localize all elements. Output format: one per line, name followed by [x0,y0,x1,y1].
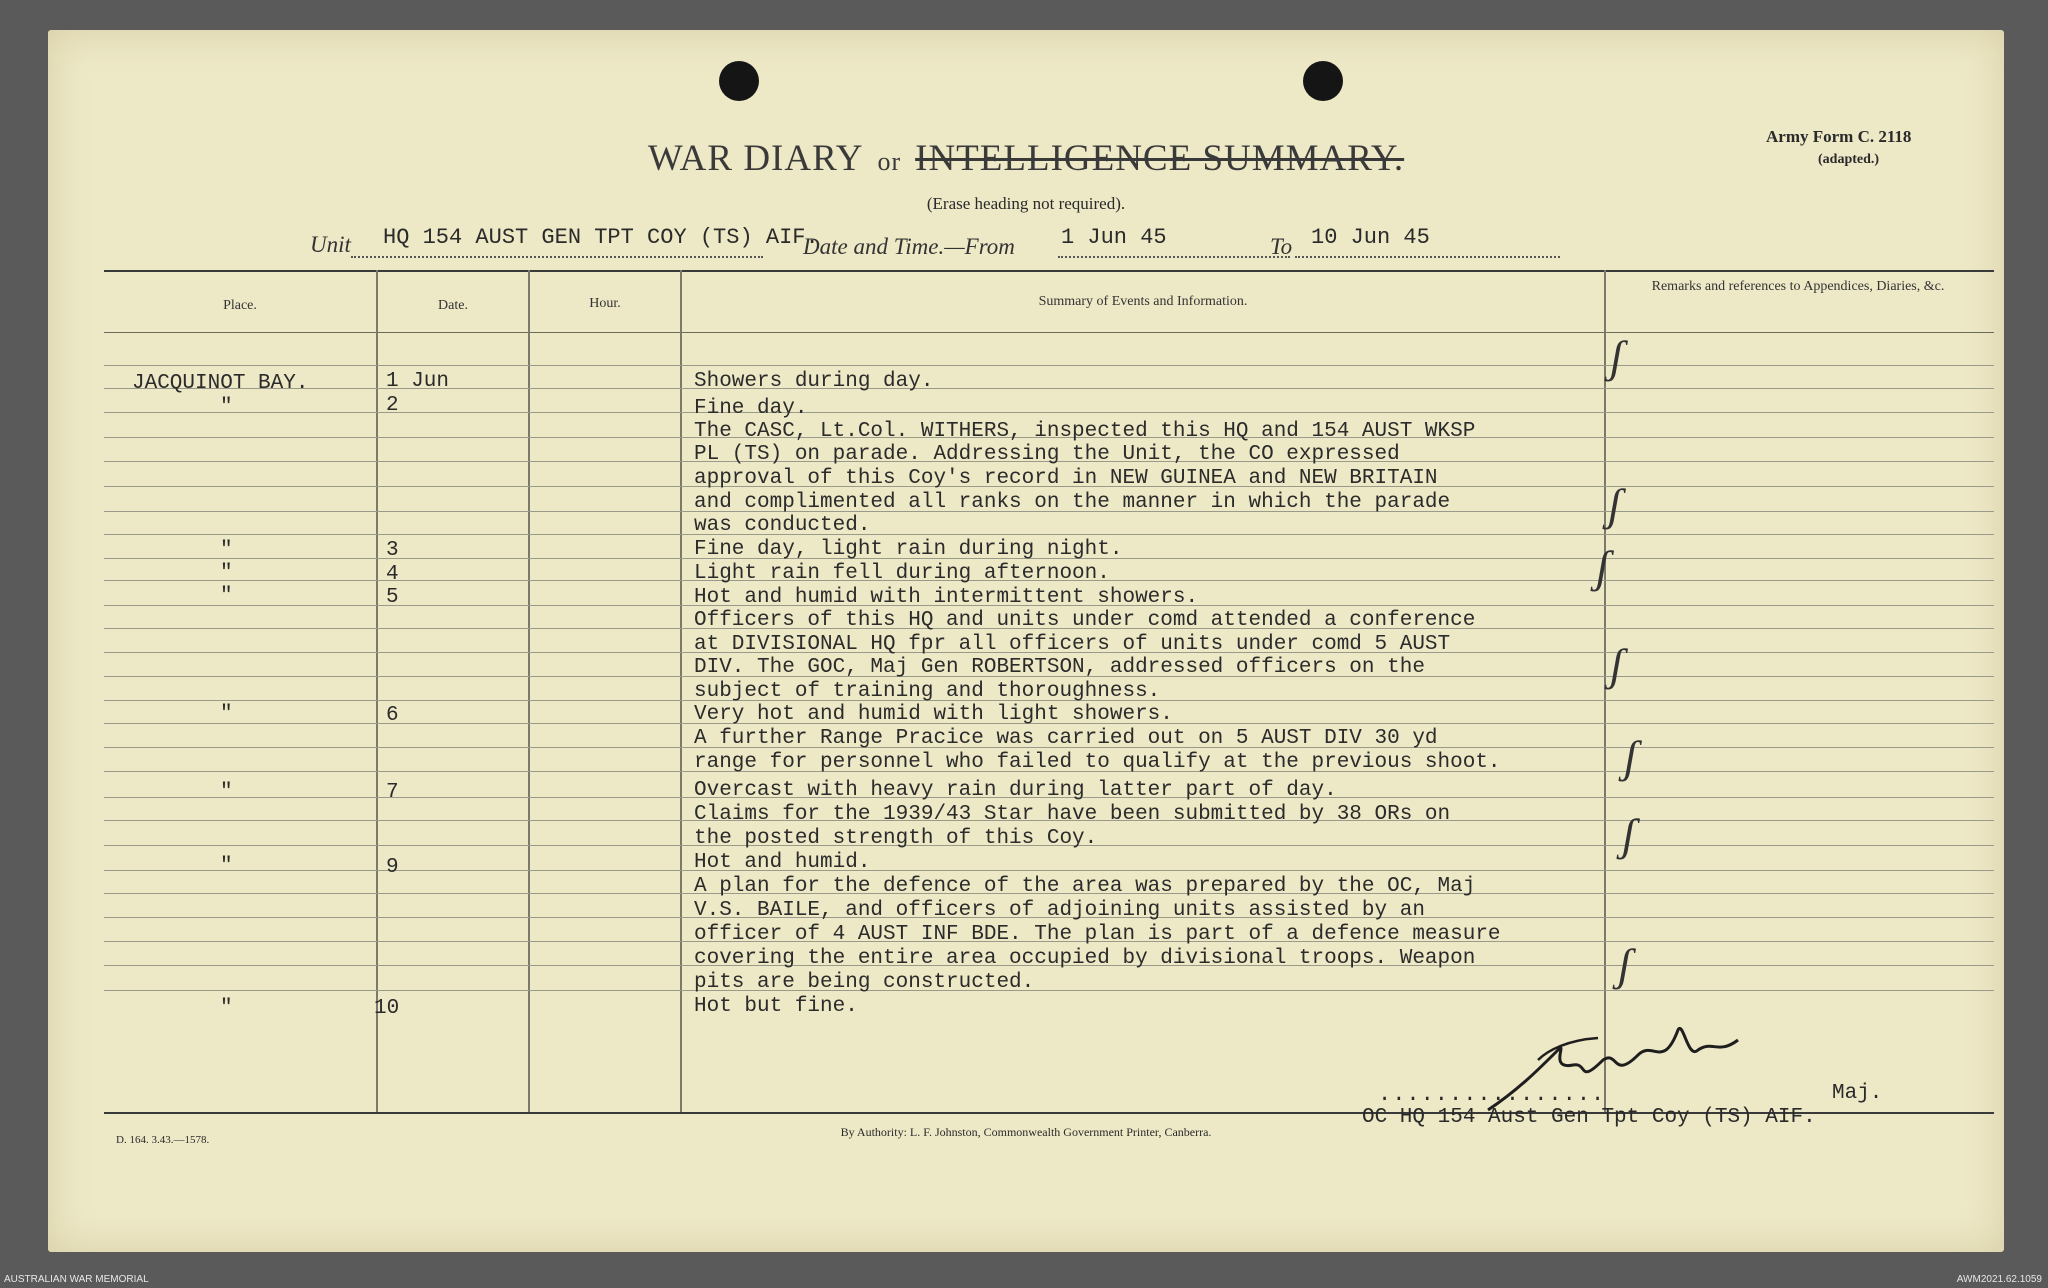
to-dotline [1295,256,1560,258]
entry-line: Hot but fine. [694,995,858,1018]
table-top-rule [104,270,1994,272]
table-header-rule [104,332,1994,333]
entry-line: Very hot and humid with light showers. [694,703,1173,726]
entry-place: " [220,781,233,804]
entry-line: Officers of this HQ and units under comd attended a conference [694,609,1476,632]
credit-right: AWM2021.62.1059 [1956,1274,2042,1285]
signature-rank: Maj. [1832,1082,1883,1105]
form-reference: D. 164. 3.43.—1578. [116,1134,210,1146]
punch-hole-right [1303,61,1343,101]
entry-date: 5 [386,586,399,609]
col-divider-2 [528,270,530,1112]
entry-line: Claims for the 1939/43 Star have been submitted by 38 ORs on [694,803,1451,826]
entry-place: JACQUINOT BAY. [132,372,309,395]
col-header-hour: Hour. [589,296,621,311]
to-label: To [1270,234,1293,259]
entry-line: approval of this Coy's record in NEW GUINEA and NEW BRITAIN [694,467,1438,490]
entry-line: Hot and humid. [694,851,871,874]
col-divider-3 [680,270,682,1112]
entry-date: 9 [386,856,399,879]
col-header-date: Date. [438,298,468,313]
entry-line: pits are being constructed. [694,971,1035,994]
entry-line: The CASC, Lt.Col. WITHERS, inspected this HQ and 154 AUST WKSP [694,420,1476,443]
initial-mark: ʃ [1610,331,1624,382]
entry-date: 7 [386,781,399,804]
unit-dotline [351,256,763,258]
entry-line: Hot and humid with intermittent showers. [694,586,1199,609]
entry-date: 10 [374,997,400,1020]
entry-line: range for personnel who failed to qualify at the previous shoot. [694,751,1501,774]
entry-place: " [220,855,233,878]
entry-line: Light rain fell during afternoon. [694,562,1110,585]
col-header-place: Place. [223,298,257,313]
initial-mark: ʃ [1624,731,1638,782]
initial-mark: ʃ [1622,809,1636,860]
title-struck: INTELLIGENCE SUMMARY. [915,138,1405,179]
title-or: or [877,147,902,176]
entry-line: Fine day. [694,397,808,420]
col-header-summary: Summary of Events and Information. [1038,294,1248,309]
col-header-remarks: Remarks and references to Appendices, Diaries, &c. [1651,279,1945,294]
entry-line: subject of training and thoroughness. [694,680,1161,703]
entry-date: 1 Jun [386,370,450,393]
entry-place: " [220,703,233,726]
date-time-label: Date and Time.—From [803,234,1015,259]
entry-line: PL (TS) on parade. Addressing the Unit, the CO expressed [694,443,1400,466]
entry-line: at DIVISIONAL HQ fpr all officers of units under comd 5 AUST [694,633,1451,656]
erase-note: (Erase heading not required). [926,194,1126,213]
col-divider-4 [1604,270,1606,1112]
entry-place: " [220,396,233,419]
entry-date: 4 [386,563,399,586]
from-value: 1 Jun 45 [1061,225,1167,250]
title-main: WAR DIARY [647,138,864,179]
entry-place: " [220,539,233,562]
from-dotline [1058,256,1290,258]
signature-dots: ................ [1378,1082,1606,1107]
entry-line: Fine day, light rain during night. [694,538,1123,561]
signature-title: OC HQ 154 Aust Gen Tpt Coy (TS) AIF. [1362,1106,1816,1129]
row-rule [104,534,1994,535]
initial-mark: ʃ [1610,639,1624,690]
to-value: 10 Jun 45 [1311,225,1430,250]
credit-left: AUSTRALIAN WAR MEMORIAL [4,1274,149,1285]
row-rule [104,365,1994,366]
entry-line: Overcast with heavy rain during latter part of day. [694,779,1337,802]
unit-value: HQ 154 AUST GEN TPT COY (TS) AIF. [383,225,819,250]
initial-mark: ʃ [1596,541,1610,592]
col-divider-1 [376,270,378,1112]
entry-date: 3 [386,539,399,562]
punch-hole-left [719,61,759,101]
diary-page [48,30,2004,1252]
entry-place: " [220,997,233,1020]
row-rule [104,990,1994,991]
initial-mark: ʃ [1608,479,1622,530]
unit-label: Unit [310,232,351,257]
entry-place: " [220,585,233,608]
initial-mark: ʃ [1618,939,1632,990]
entry-date: 2 [386,394,399,417]
entry-line: was conducted. [694,514,871,537]
entry-line: and complimented all ranks on the manner in which the parade [694,491,1451,514]
entry-line: A plan for the defence of the area was prepared by the OC, Maj [694,875,1476,898]
entry-line: V.S. BAILE, and officers of adjoining units assisted by an [694,899,1425,922]
entry-line: Showers during day. [694,370,934,393]
entry-place: " [220,562,233,585]
printer-authority: By Authority: L. F. Johnston, Commonwealth Government Printer, Canberra. [840,1125,1212,1139]
army-form-label: Army Form C. 2118 [1766,127,1912,146]
army-form-adapted: (adapted.) [1818,152,1880,167]
entry-line: covering the entire area occupied by divisional troops. Weapon [694,947,1476,970]
page-title [48,137,2004,180]
entry-line: officer of 4 AUST INF BDE. The plan is part of a defence measure [694,923,1501,946]
entry-line: A further Range Pracice was carried out on 5 AUST DIV 30 yd [694,727,1438,750]
entry-line: the posted strength of this Coy. [694,827,1098,850]
entry-date: 6 [386,704,399,727]
entry-line: DIV. The GOC, Maj Gen ROBERTSON, addressed officers on the [694,656,1425,679]
